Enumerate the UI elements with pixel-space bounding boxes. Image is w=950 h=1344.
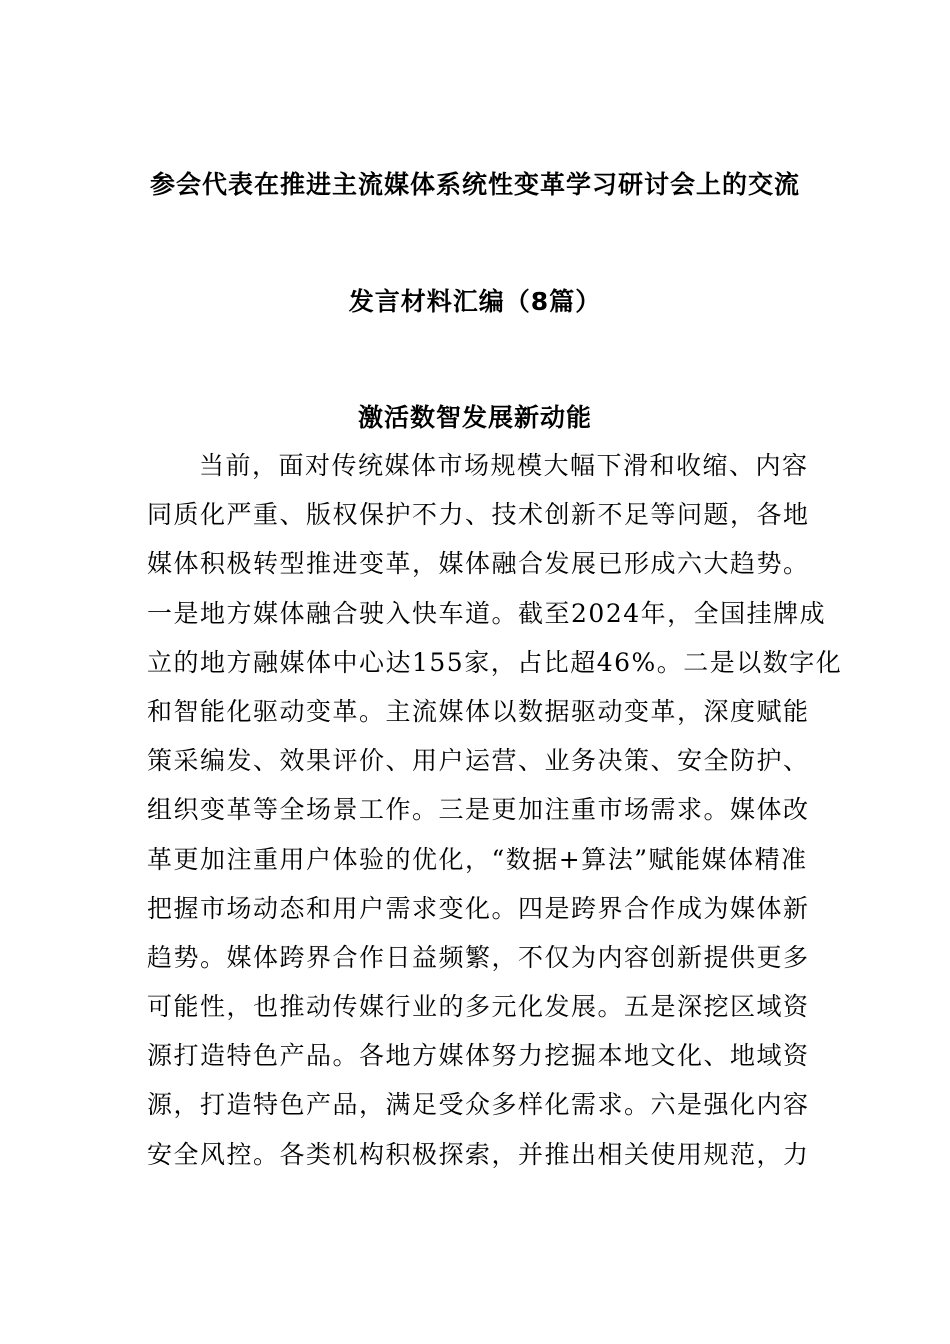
body-line: 和智能化驱动变革。主流媒体以数据驱动变革，深度赋能 (147, 696, 810, 726)
body-line: 源打造特色产品。各地方媒体努力挖掘本地文化、地域资 (147, 1041, 810, 1071)
body-line: 立的地方融媒体中心达155家，占比超46%。二是以数字化 (147, 647, 843, 677)
document-title-line-2: 发言材料汇编（8篇） (348, 287, 602, 316)
body-line: 安全风控。各类机构积极探索，并推出相关使用规范，力 (147, 1139, 810, 1169)
body-line: 一是地方媒体融合驶入快车道。截至2024年，全国挂牌成 (147, 598, 827, 628)
body-line: 策采编发、效果评价、用户运营、业务决策、安全防护、 (147, 746, 810, 776)
body-line: 革更加注重用户体验的优化，“数据+算法”赋能媒体精准 (147, 844, 808, 874)
body-paragraph (147, 450, 843, 1188)
body-line: 媒体积极转型推进变革，媒体融合发展已形成六大趋势。 (147, 549, 810, 579)
section-heading: 激活数智发展新动能 (357, 403, 592, 432)
body-line: 趋势。媒体跨界合作日益频繁，不仅为内容创新提供更多 (147, 942, 810, 972)
body-line: 可能性，也推动传媒行业的多元化发展。五是深挖区域资 (147, 992, 810, 1022)
body-line: 组织变革等全场景工作。三是更加注重市场需求。媒体改 (147, 795, 810, 825)
document-title-line-1: 参会代表在推进主流媒体系统性变革学习研讨会上的交流 (149, 170, 800, 199)
body-line: 源，打造特色产品，满足受众多样化需求。六是强化内容 (147, 1090, 810, 1120)
body-line: 同质化严重、版权保护不力、技术创新不足等问题，各地 (147, 500, 810, 530)
body-line: 把握市场动态和用户需求变化。四是跨界合作成为媒体新 (147, 893, 810, 923)
body-line: 当前，面对传统媒体市场规模大幅下滑和收缩、内容 (199, 451, 809, 480)
